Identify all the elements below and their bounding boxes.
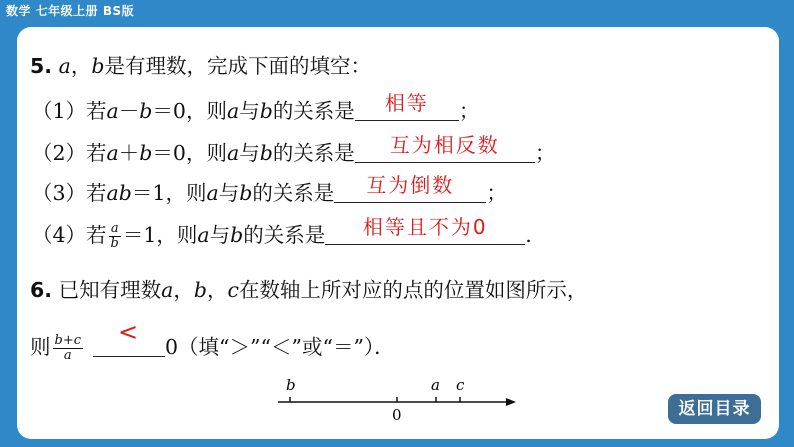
label-zero: 0 [392,406,402,422]
q6-stem-text: 已知有理数 [58,278,162,302]
fraction-denominator: a [63,348,72,363]
q6-prefix: 则 [30,335,51,359]
rel-mid: 与 [239,99,260,123]
rel-var: b [259,99,273,123]
item-prefix: （2）若 [32,141,107,165]
expr-var: a [106,99,119,123]
q6-var-c: c [227,278,239,302]
rel-tail: 的关系是 [272,99,355,123]
answer-text: 相等且不为0 [362,215,488,239]
q5-var-a: a [58,54,71,78]
answer-text: 相等 [384,91,429,115]
expr-tail: ＝1，则 [122,223,198,247]
rel-var: b [239,181,253,205]
fraction-denominator: b [110,236,119,251]
item-prefix: （3）若 [32,181,107,205]
label-c: c [456,376,465,394]
q6-var-b: b [193,278,207,302]
expr-var: ab [106,181,132,205]
answer-blank[interactable] [334,173,486,203]
answer-blank[interactable] [93,318,165,357]
expr-var: b [139,99,153,123]
axis-arrow [506,398,516,406]
rel-var: a [197,223,210,247]
rel-var: b [259,141,273,165]
q6-line2-rest: 0（填“＞”“＜”或“＝”）． [165,335,395,359]
item-end: . [525,223,532,247]
answer-blank[interactable] [355,133,535,163]
q5-var-b: b [91,54,105,78]
fraction-numerator: a [110,221,119,237]
q5-number: 5. [30,54,53,78]
q6-number: 6. [30,278,53,302]
fraction-bc-over-a [53,334,84,362]
expr-tail: ＝1，则 [131,181,207,205]
q5-item-3 [32,173,507,205]
rel-tail: 的关系是 [243,223,326,247]
q6-var-a: a [161,278,174,302]
item-end: ； [458,99,480,123]
expr-var: b [139,141,153,165]
back-to-contents-button[interactable]: 返回目录 [668,394,761,424]
q5-stem-text: 是有理数，完成下面的填空： [104,54,371,78]
rel-var: b [230,223,244,247]
answer-blank[interactable] [355,91,459,121]
rel-mid: 与 [209,223,231,247]
rel-var: a [226,99,240,123]
label-b: b [286,376,296,394]
rel-var: a [226,141,240,165]
q5-item-4 [32,215,532,251]
item-prefix: （1）若 [32,99,107,123]
q6-stem-rest: 在数轴上所对应的点的位置如图所示， [238,278,588,302]
answer-text: 互为倒数 [366,173,455,197]
expr-operator: － [118,99,140,123]
q6-line2 [30,318,395,363]
fraction-numerator: b+c [54,333,81,349]
q5-item-1 [32,91,480,123]
expr-tail: ＝0，则 [152,99,227,123]
item-end: ； [486,181,507,205]
answer-text: < [117,318,141,346]
answer-text: 互为相反数 [389,133,500,157]
label-a: a [431,376,440,394]
q5-comma: ， [70,54,92,78]
item-prefix: （4）若 [32,223,107,247]
item-end: ； [534,141,556,165]
expr-operator: ＋ [118,141,140,165]
expr-var: a [106,141,119,165]
rel-mid: 与 [218,181,240,205]
course-label: 数学 七年级上册 BS版 [6,4,135,18]
answer-blank[interactable] [325,215,525,245]
q5-item-2 [32,133,556,165]
rel-mid: 与 [239,141,260,165]
number-line [270,372,520,422]
fraction-a-over-b [109,222,121,250]
q5-stem [30,56,371,77]
expr-tail: ＝0，则 [152,141,227,165]
rel-tail: 的关系是 [272,141,355,165]
q6-stem: 6. 已知有理数a，b，c在数轴上所对应的点的位置如图所示， [30,278,588,302]
rel-var: a [206,181,219,205]
rel-tail: 的关系是 [252,181,335,205]
